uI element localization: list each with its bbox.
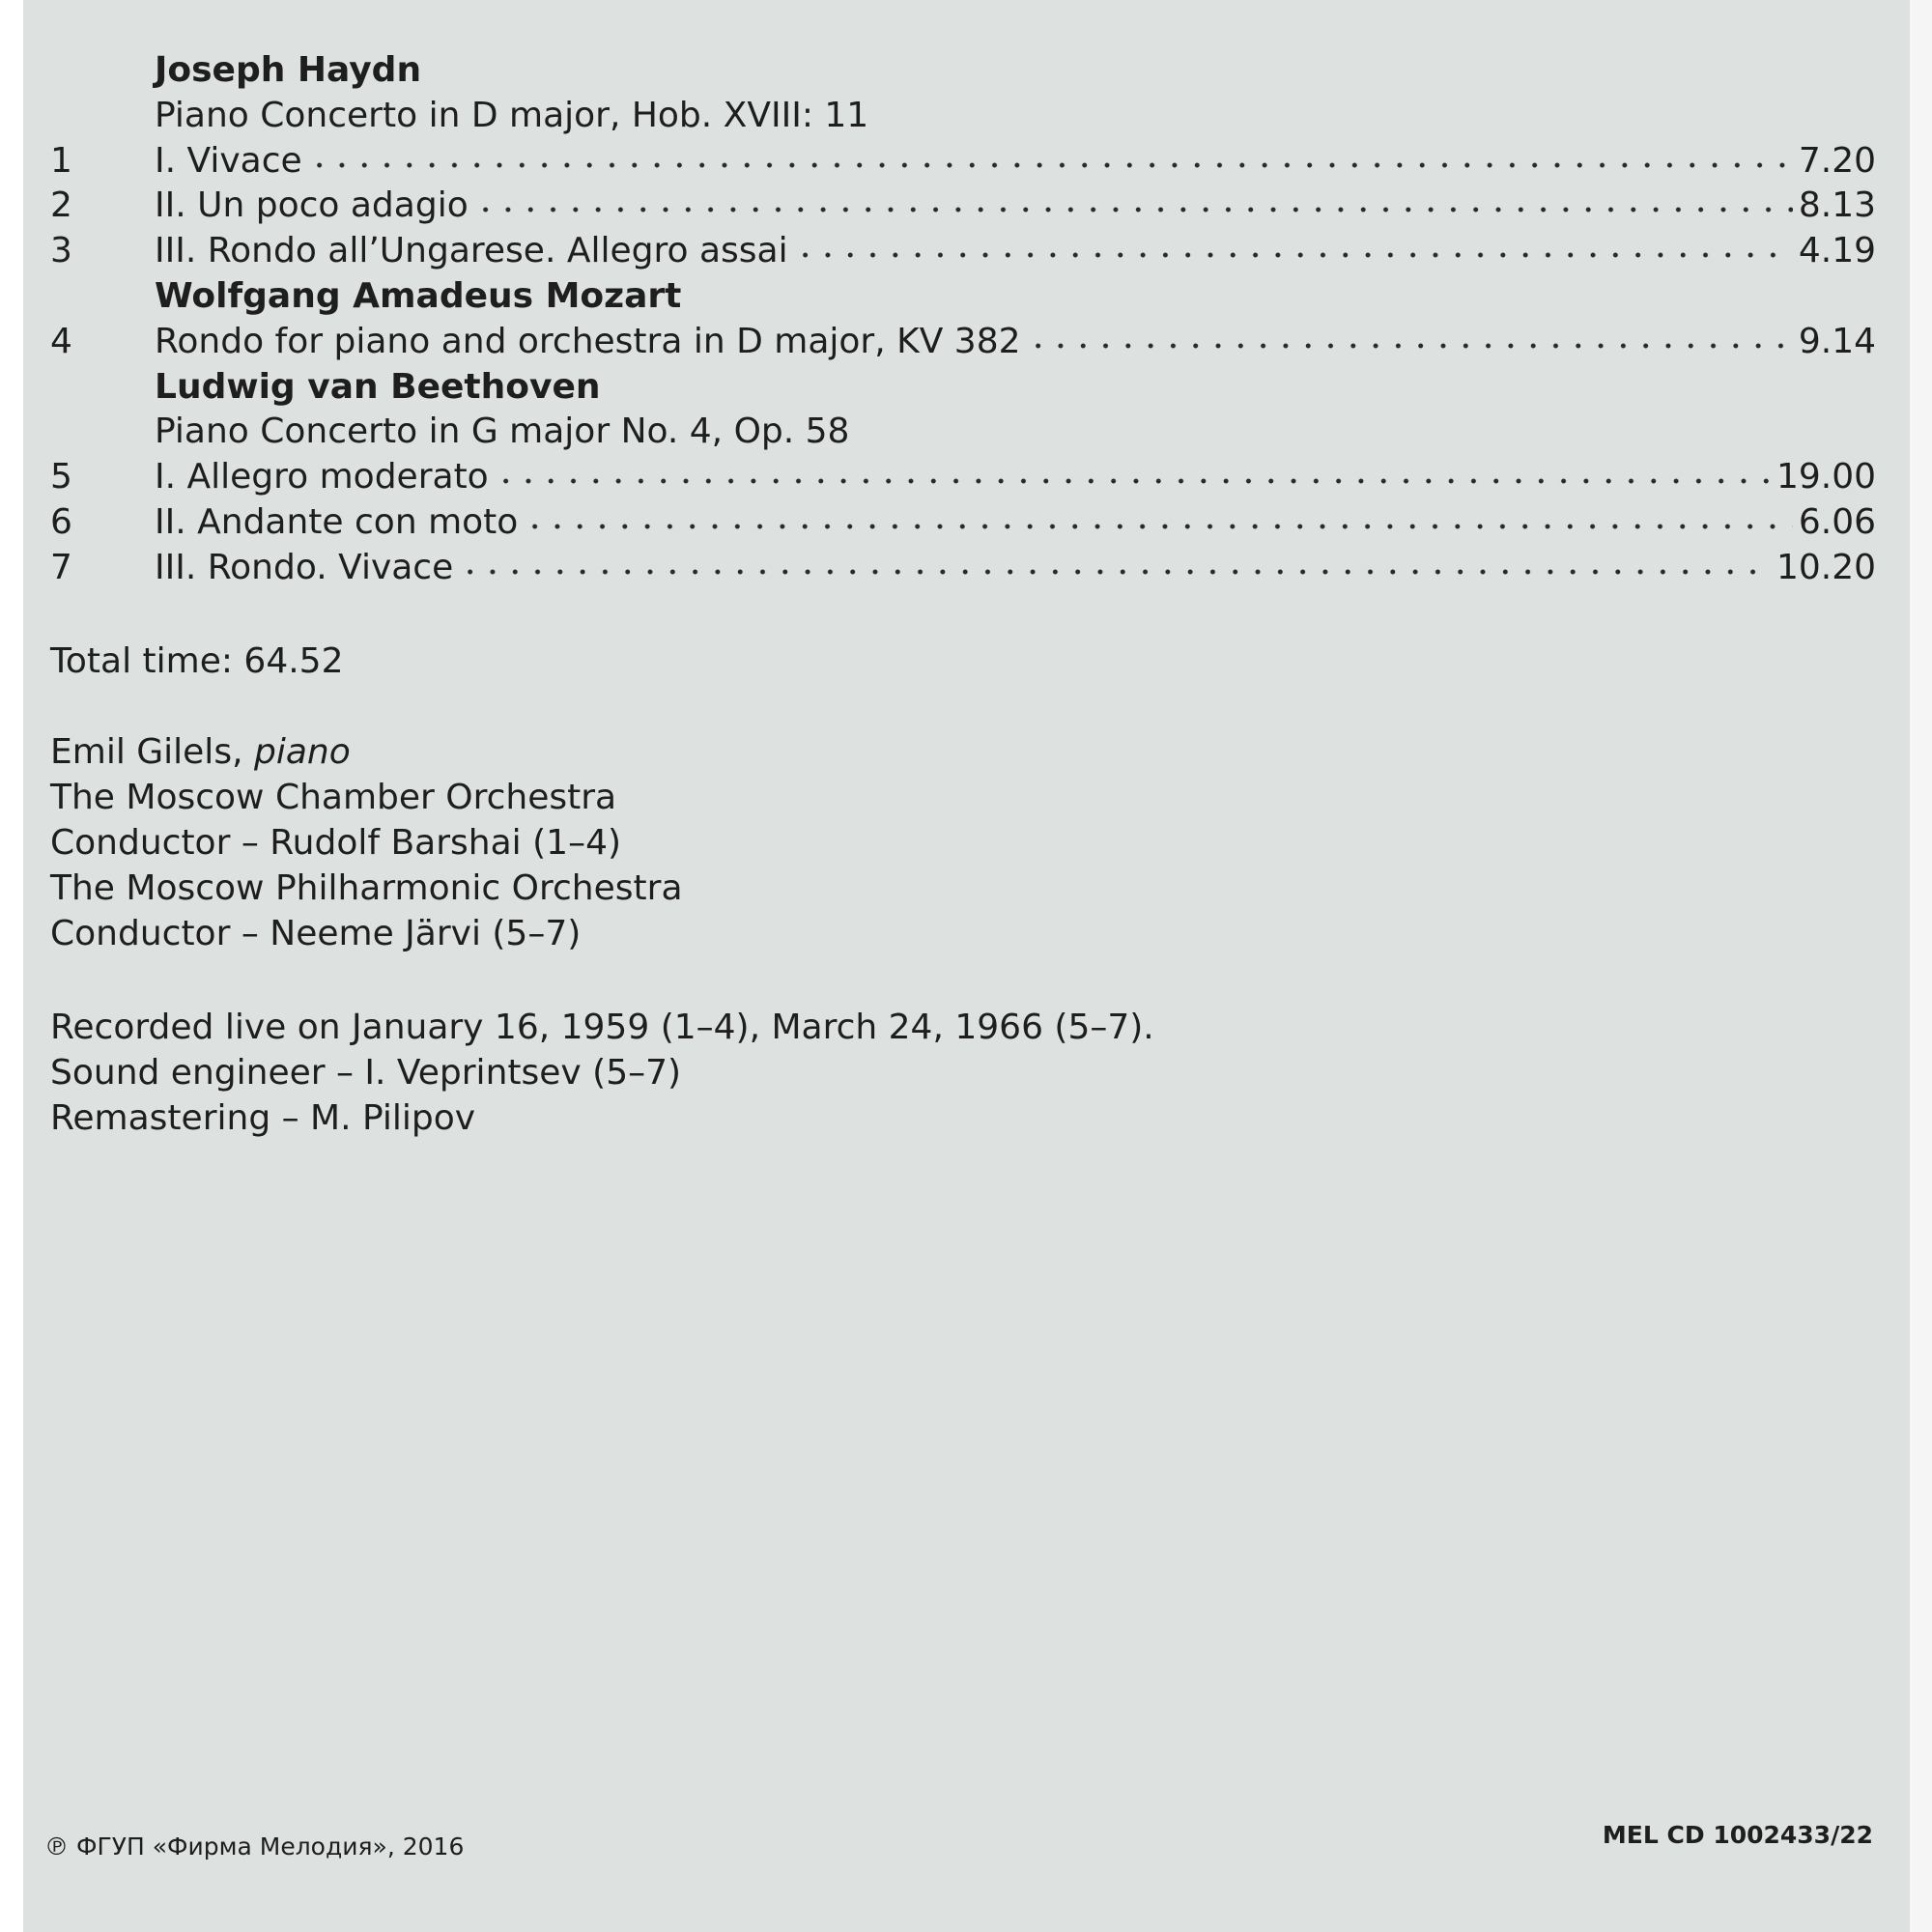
track-row [50, 229, 1876, 274]
soloist-instrument: piano [253, 732, 351, 772]
track-row [50, 139, 1876, 185]
track-duration: 10.20 [1776, 547, 1876, 587]
track-number: 5 [50, 457, 72, 497]
composer-name: Wolfgang Amadeus Mozart [155, 275, 682, 316]
credit-line: Conductor – Rudolf Barshai (1–4) [50, 823, 622, 863]
total-time [50, 639, 344, 684]
track-duration: 8.13 [1798, 185, 1876, 226]
work-title [50, 94, 1876, 139]
track-duration: 6.06 [1798, 501, 1876, 542]
track-number: 7 [50, 547, 72, 587]
track-row [50, 500, 1876, 546]
recording-line: Recorded live on January 16, 1959 (1–4), March 24, 1966 (5–7). [50, 1008, 1154, 1047]
dot-leader [524, 520, 1793, 533]
track-row [50, 546, 1876, 591]
track-duration: 19.00 [1776, 457, 1876, 497]
composer-heading [50, 274, 1876, 320]
track-number: 4 [50, 321, 72, 361]
track-duration: 7.20 [1798, 140, 1876, 181]
composer-heading [50, 365, 1876, 411]
dot-leader [308, 158, 1793, 172]
dot-leader [495, 474, 1771, 488]
track-title: Rondo for piano and orchestra in D major, KV 382 [155, 321, 1021, 361]
dot-leader [459, 565, 1771, 579]
composer-heading [50, 48, 1876, 94]
track-number: 6 [50, 501, 72, 542]
work-title [50, 410, 1876, 455]
track-title: II. Andante con moto [155, 501, 519, 542]
tracklist [50, 48, 1876, 591]
dot-leader [1027, 339, 1793, 353]
total-time-text: Total time: 64.52 [50, 641, 344, 681]
dot-leader [794, 248, 1793, 262]
catalog-number: MEL CD 1002433/22 [1602, 1821, 1873, 1849]
credit-line: Conductor – Neeme Järvi (5–7) [50, 914, 582, 953]
track-number: 2 [50, 185, 72, 226]
credit-line: The Moscow Chamber Orchestra [50, 778, 617, 817]
track-title: III. Rondo. Vivace [155, 547, 454, 587]
performer-credits [50, 729, 683, 956]
soloist-line [50, 729, 683, 775]
copyright-notice: ℗ ФГУП «Фирма Мелодия», 2016 [44, 1833, 465, 1861]
soloist-name: Emil Gilels, [50, 732, 243, 772]
track-number: 1 [50, 140, 72, 181]
page-edge [1910, 0, 1932, 1932]
track-title: I. Allegro moderato [155, 457, 489, 497]
track-row [50, 320, 1876, 365]
composer-name: Joseph Haydn [155, 50, 422, 90]
track-row [50, 455, 1876, 500]
track-duration: 4.19 [1798, 231, 1876, 271]
track-duration: 9.14 [1798, 321, 1876, 361]
booklet-page [23, 0, 1910, 1932]
track-title: II. Un poco adagio [155, 185, 469, 226]
composer-name: Ludwig van Beethoven [155, 366, 601, 407]
recording-line: Sound engineer – I. Veprintsev (5–7) [50, 1053, 682, 1093]
track-title: III. Rondo all’Ungarese. Allegro assai [155, 231, 788, 271]
track-number: 3 [50, 231, 72, 271]
track-row [50, 184, 1876, 229]
recording-info [50, 1005, 1154, 1141]
dot-leader [474, 203, 1793, 216]
recording-line: Remastering – M. Pilipov [50, 1098, 476, 1138]
track-title: I. Vivace [155, 140, 302, 181]
work-name: Piano Concerto in D major, Hob. XVIII: 11 [155, 95, 869, 135]
credit-line: The Moscow Philharmonic Orchestra [50, 868, 683, 908]
work-name: Piano Concerto in G major No. 4, Op. 58 [155, 412, 850, 452]
